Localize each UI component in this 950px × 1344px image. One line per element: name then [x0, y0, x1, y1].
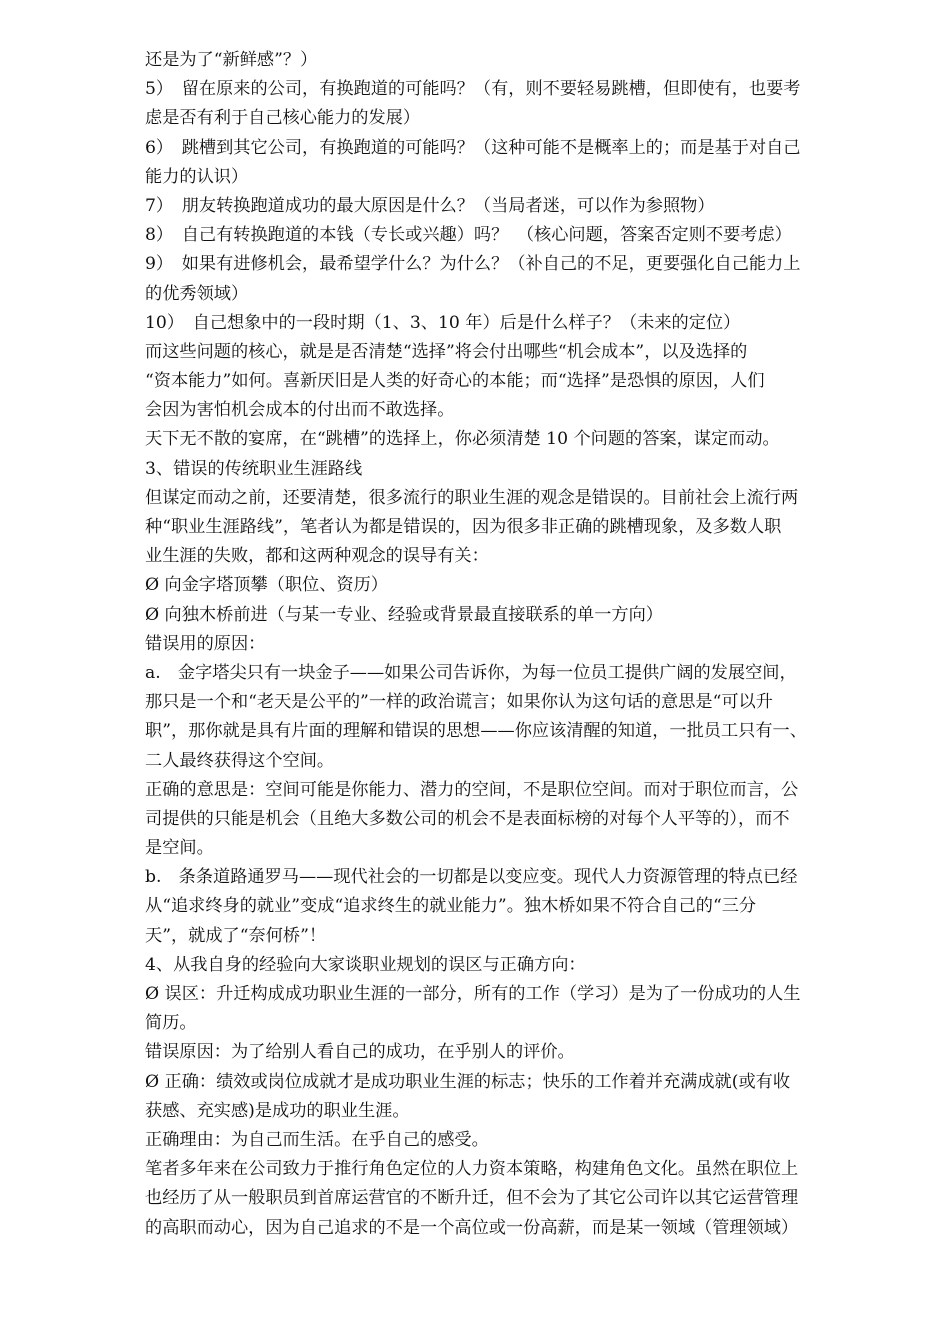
- text-line: 但谋定而动之前，还要清楚，很多流行的职业生涯的观念是错误的。目前社会上流行两: [145, 487, 799, 508]
- text-line: 错误用的原因：: [145, 633, 266, 654]
- text-line: Ø 向独木桥前进（与某一专业、经验或背景最直接联系的单一方向）: [145, 604, 663, 625]
- text-line: 职”，那你就是具有片面的理解和错误的思想——你应该清醒的知道，一批员工只有一、: [145, 721, 807, 742]
- text-line: 笔者多年来在公司致力于推行角色定位的人力资本策略，构建角色文化。虽然在职位上: [145, 1159, 799, 1180]
- text-line: 天下无不散的宴席，在“跳槽”的选择上，你必须清楚 10 个问题的答案，谋定而动。: [145, 429, 780, 450]
- text-line: 种“职业生涯路线”，笔者认为都是错误的，因为很多非正确的跳槽现象，及多数人职: [145, 517, 782, 537]
- text-line: Ø 误区：升迁构成成功职业生涯的一部分，所有的工作（学习）是为了一份成功的人生: [145, 984, 801, 1004]
- text-line: 5） 留在原来的公司，有换跑道的可能吗？（有，则不要轻易跳槽，但即使有，也要考: [145, 79, 801, 100]
- text-line: “资本能力”如何。喜新厌旧是人类的好奇心的本能；而“选择”是恐惧的原因，人们: [145, 371, 765, 392]
- text-line: 获感、充实感)是成功的职业生涯。: [145, 1100, 410, 1121]
- text-line: 7） 朋友转换跑道成功的最大原因是什么？（当局者迷，可以作为参照物）: [145, 195, 715, 216]
- text-line: 是空间。: [145, 838, 214, 859]
- text-line: 的高职而动心，因为自己追求的不是一个高位或一份高薪，而是某一领域（管理领域）: [145, 1217, 799, 1238]
- text-line: 司提供的只能是机会（且绝大多数公司的机会不是表面标榜的对每个人平等的），而不: [145, 808, 790, 829]
- text-line: 能力的认识）: [145, 166, 249, 187]
- text-line: 二人最终获得这个空间。: [145, 750, 335, 771]
- text-line: 虑是否有利于自己核心能力的发展）: [145, 108, 421, 129]
- text-line: 也经历了从一般职员到首席运营官的不断升迁，但不会为了其它公司许以其它运营管理: [145, 1188, 799, 1209]
- text-line: 那只是一个和“老天是公平的”一样的政治谎言；如果你认为这句话的意思是“可以升: [145, 692, 773, 713]
- text-line: 还是为了“新鲜感”？）: [145, 50, 318, 70]
- text-line: b. 条条道路通罗马——现代社会的一切都是以变应变。现代人力资源管理的特点已经: [145, 867, 798, 888]
- text-line: 6） 跳槽到其它公司，有换跑道的可能吗？（这种可能不是概率上的；而是基于对自己: [145, 137, 801, 158]
- text-line: 简历。: [145, 1013, 197, 1034]
- text-line: 9） 如果有进修机会，最希望学什么？为什么？（补自己的不足，更要强化自己能力上: [145, 254, 801, 275]
- text-line: 错误原因：为了给别人看自己的成功，在乎别人的评价。: [145, 1042, 575, 1063]
- text-line: 天”，就成了“奈何桥”！: [145, 925, 327, 946]
- text-line: 从“追求终身的就业”变成“追求终生的就业能力”。独木桥如果不符合自己的“三分: [145, 896, 757, 917]
- text-line: 8） 自己有转换跑道的本钱（专长或兴趣）吗？ （核心问题，答案否定则不要考虑）: [145, 225, 792, 246]
- text-line: Ø 正确：绩效或岗位成就才是成功职业生涯的标志；快乐的工作着并充满成就(或有收: [145, 1071, 791, 1092]
- text-line: 会因为害怕机会成本的付出而不敢选择。: [145, 400, 455, 421]
- text-line: 的优秀领域）: [145, 283, 249, 304]
- text-line: 业生涯的失败，都和这两种观念的误导有关：: [145, 546, 489, 567]
- text-line: Ø 向金字塔顶攀（职位、资历）: [145, 575, 388, 596]
- text-line: 正确的意思是：空间可能是你能力、潜力的空间，不是职位空间。而对于职位而言，公: [145, 779, 799, 800]
- text-line: 正确理由：为自己而生活。在乎自己的感受。: [145, 1129, 489, 1150]
- text-line: 而这些问题的核心，就是是否清楚“选择”将会付出哪些“机会成本”，以及选择的: [145, 341, 748, 362]
- text-line: a. 金字塔尖只有一块金子——如果公司告诉你，为每一位员工提供广阔的发展空间，: [145, 662, 797, 683]
- text-line: 10） 自己想象中的一段时期（1、3、10 年）后是什么样子？（未来的定位）: [145, 312, 741, 333]
- text-line: 3、错误的传统职业生涯路线: [145, 458, 363, 479]
- text-line: 4、从我自身的经验向大家谈职业规划的误区与正确方向：: [145, 954, 586, 975]
- document-page: [145, 46, 885, 1243]
